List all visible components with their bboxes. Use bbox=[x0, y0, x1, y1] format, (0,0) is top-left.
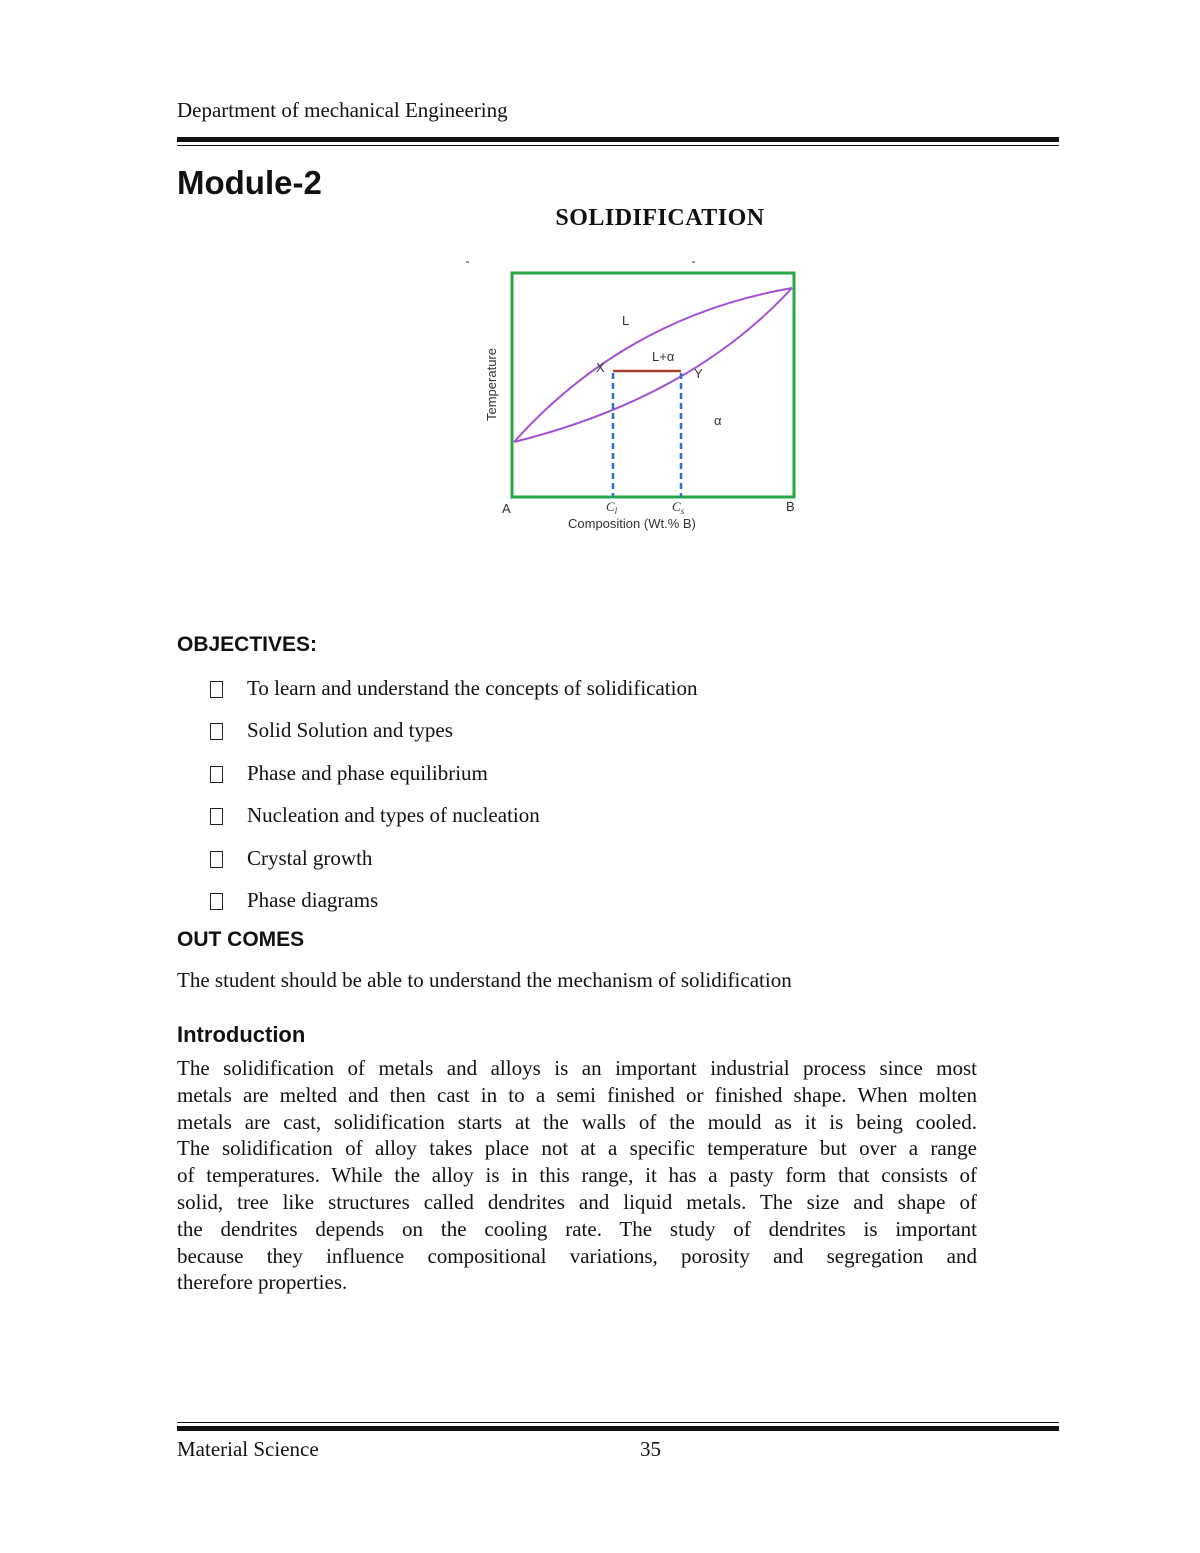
footer-rule bbox=[177, 1426, 1059, 1431]
header-rule-thin bbox=[177, 145, 1059, 146]
y-axis-label: Temperature bbox=[484, 348, 499, 421]
subject-title: SOLIDIFICATION bbox=[555, 205, 765, 231]
diagram-frame bbox=[512, 273, 794, 497]
list-item: To learn and understand the concepts of solidification bbox=[210, 676, 697, 718]
end-a-label: A bbox=[502, 501, 511, 516]
introduction-heading: Introduction bbox=[177, 1022, 306, 1047]
header-rule bbox=[177, 137, 1059, 142]
region-liquid-label: L bbox=[622, 313, 630, 328]
outcomes-text: The student should be able to understand the mechanism of solidification bbox=[177, 968, 792, 992]
introduction-paragraph bbox=[177, 1055, 977, 1296]
list-item: Phase and phase equilibrium bbox=[210, 761, 697, 803]
page-header: Department of mechanical Engineering bbox=[177, 98, 508, 122]
paragraph-line: metals are cast, solidification starts at the walls of the mould as it is being cooled. bbox=[177, 1109, 977, 1134]
page-number: 35 bbox=[640, 1437, 661, 1461]
paragraph-line: metals are melted and then cast in to a semi finished or finished shape. When molten bbox=[177, 1082, 977, 1107]
bullet-box-icon bbox=[210, 893, 223, 910]
bullet-box-icon bbox=[210, 723, 223, 740]
bullet-box-icon bbox=[210, 766, 223, 783]
bullet-box-icon bbox=[210, 851, 223, 868]
objectives-list bbox=[210, 676, 697, 930]
paragraph-line: solid, tree like structures called dendrites and liquid metals. The size and shape of bbox=[177, 1189, 977, 1214]
paragraph-line: The solidification of alloy takes place not at a specific temperature but over a range bbox=[177, 1136, 977, 1161]
paragraph-line: the dendrites depends on the cooling rate. The study of dendrites is important bbox=[177, 1216, 977, 1241]
list-item: Phase diagrams bbox=[210, 888, 697, 930]
end-b-label: B bbox=[786, 499, 795, 514]
objectives-heading: OBJECTIVES: bbox=[177, 633, 318, 656]
region-solid-label: α bbox=[714, 413, 722, 428]
footer-rule-thin bbox=[177, 1422, 1059, 1423]
footer-course: Material Science bbox=[177, 1437, 319, 1461]
bullet-box-icon bbox=[210, 681, 223, 698]
point-x-label: X bbox=[596, 360, 605, 375]
x-axis-label: Composition (Wt.% B) bbox=[568, 516, 696, 531]
cl-label: $C_l$ bbox=[606, 499, 618, 516]
bullet-box-icon bbox=[210, 808, 223, 825]
liquidus-curve bbox=[514, 288, 792, 442]
region-two-phase-label: L+α bbox=[652, 349, 675, 364]
solidus-curve bbox=[514, 288, 792, 442]
phase-diagram-figure bbox=[462, 255, 802, 540]
paragraph-line: because they influence compositional variations, porosity and segregation and bbox=[177, 1243, 977, 1268]
point-y-label: Y bbox=[694, 366, 703, 381]
list-item: Crystal growth bbox=[210, 846, 697, 888]
list-item: Nucleation and types of nucleation bbox=[210, 803, 697, 845]
paragraph-line: of temperatures. While the alloy is in this range, it has a pasty form that consists of bbox=[177, 1163, 977, 1188]
list-item: Solid Solution and types bbox=[210, 718, 697, 760]
outcomes-heading: OUT COMES bbox=[177, 928, 305, 951]
paragraph-line: therefore properties. bbox=[177, 1270, 348, 1295]
paragraph-line: The solidification of metals and alloys is an important industrial process since most bbox=[177, 1056, 977, 1080]
cs-label: $C_s$ bbox=[672, 499, 685, 516]
module-title: Module-2 bbox=[177, 164, 322, 201]
